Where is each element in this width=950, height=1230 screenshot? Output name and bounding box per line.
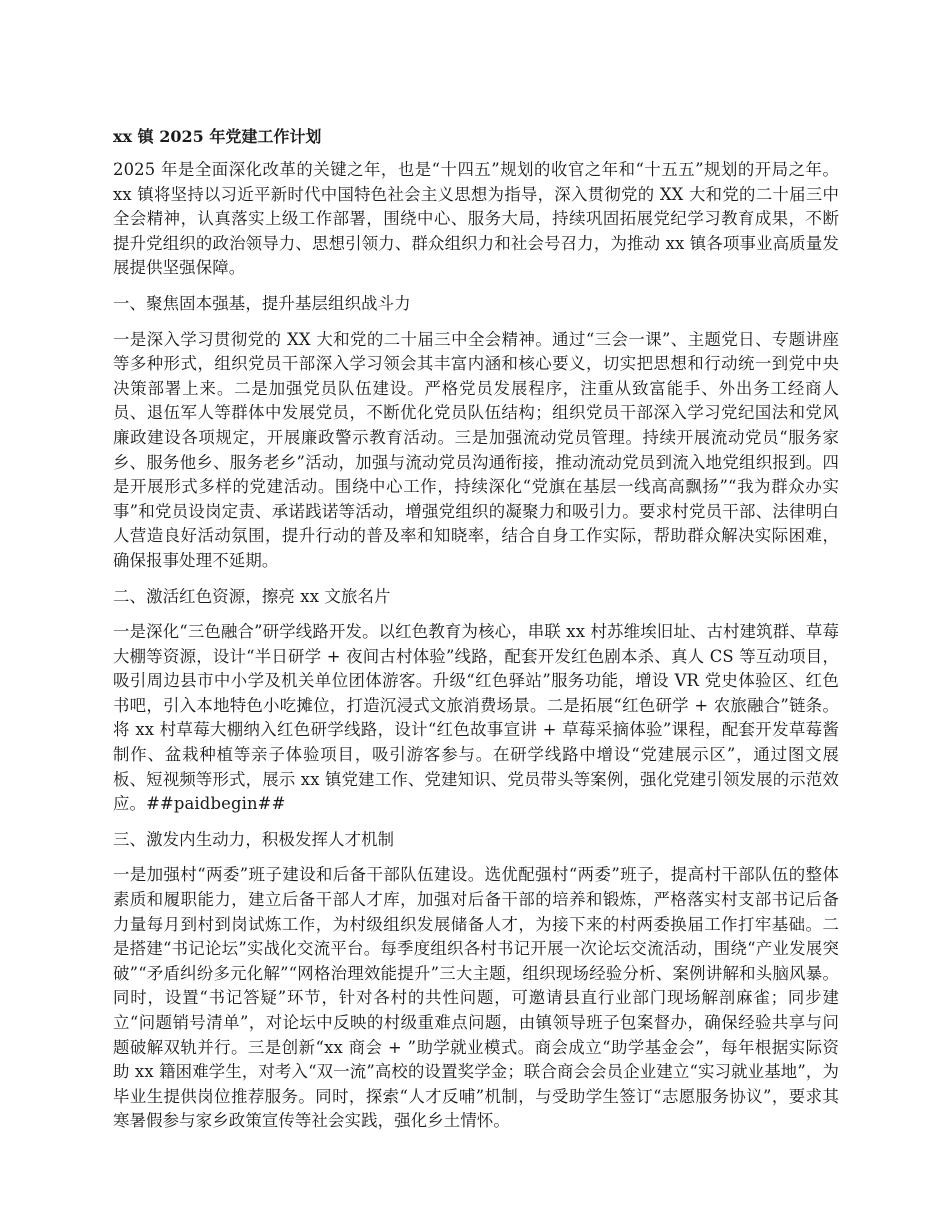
section-2-body: 一是深化“三色融合”研学线路开发。以红色教育为核心，串联 xx 村苏维埃旧址、古村建筑群、草莓大棚等资源，设计“半日研学 + 夜间古村体验”线路，配套开发红色剧本杀、真人 CS 等互动项目，吸引周边县市中小学及机关单位团体游客。升级“红色驿站”服务功能，增设 VR 党史体验区、红色书吧，引入本地特色小吃摊位，打造沉浸式文旅消费场景。二是拓展“红色研学 + 农旅融合”链条。将 xx 村草莓大棚纳入红色研学线路，设计“红色故事宣讲 + 草莓采摘体验”课程，配套开发草莓酱制作、盆栽种植等亲子体验项目，吸引游客参与。在研学线路中增设“党建展示区”，通过图文展板、短视频等形式，展示 xx 镇党建工作、党建知识、党员带头等案例，强化党建引领发展的示范效应。##paidbegin## [113, 622, 839, 814]
section-1-body: 一是深入学习贯彻党的 XX 大和党的二十届三中全会精神。通过“三会一课”、主题党日、专题讲座等多种形式，组织党员干部深入学习领会其丰富内涵和核心要义，切实把思想和行动统一到党中央决策部署上来。二是加强党员队伍建设。严格党员发展程序，注重从致富能手、外出务工经商人员、退伍军人等群体中发展党员，不断优化党员队伍结构；组织党员干部深入学习党纪国法和党风廉政建设各项规定，开展廉政警示教育活动。三是加强流动党员管理。持续开展流动党员“服务家乡、服务他乡、服务老乡”活动，加强与流动党员沟通衔接，推动流动党员到流入地党组织报到。四是开展形式多样的党建活动。围绕中心工作，持续深化“党旗在基层一线高高飘扬”“我为群众办实事”和党员设岗定责、承诺践诺等活动，增强党组织的凝聚力和吸引力。要求村党员干部、法律明白人营造良好活动氛围，提升行动的普及率和知晓率，结合自身工作实际，帮助群众解决实际困难，确保报事处理不延期。 [113, 329, 839, 570]
section-1-heading: 一、聚焦固本强基，提升基层组织战斗力 [113, 293, 411, 313]
section-3-body: 一是加强村“两委”班子建设和后备干部队伍建设。选优配强村“两委”班子，提高村干部队伍的整体素质和履职能力，建立后备干部人才库，加强对后备干部的培养和锻炼，严格落实村支部书记后备力量每月到村到岗试炼工作，为村级组织发展储备人才，为接下来的村两委换届工作打牢基础。二是搭建“书记论坛”实战化交流平台。每季度组织各村书记开展一次论坛交流活动，围绕“产业发展突破”“矛盾纠纷多元化解”“网格治理效能提升”三大主题，组织现场经验分析、案例讲解和头脑风暴。同时，设置“书记答疑”环节，针对各村的共性问题，可邀请县直行业部门现场解剖麻雀；同步建立“问题销号清单”，对论坛中反映的村级重难点问题，由镇领导班子包案督办，确保经验共享与问题破解双轨并行。三是创新“xx 商会 + ”助学就业模式。商会成立“助学基金会”，每年根据实际资助 xx 籍困难学生，对考入“双一流”高校的设置奖学金；联合商会会员企业建立“实习就业基地”，为毕业生提供岗位推荐服务。同时，探索“人才反哺”机制，与受助学生签订“志愿服务协议”，要求其寒暑假参与家乡政策宣传等社会实践，强化乡土情怀。 [113, 865, 839, 1131]
intro-paragraph: 2025 年是全面深化改革的关键之年，也是“十四五”规划的收官之年和“十五五”规划的开局之年。xx 镇将坚持以习近平新时代中国特色社会主义思想为指导，深入贯彻党的 XX 大和党的二十届三中全会精神，认真落实上级工作部署，围绕中心、服务大局，持续巩固拓展党纪学习教育成果，不断提升党组织的政治领导力、思想引领力、群众组织力和社会号召力，为推动 xx 镇各项事业高质量发展提供坚强保障。 [113, 160, 839, 278]
document-page [113, 124, 839, 1145]
section-2-heading: 二、激活红色资源，擦亮 xx 文旅名片 [113, 586, 391, 606]
document-title: xx 镇 2025 年党建工作计划 [113, 127, 322, 146]
section-3-heading: 三、激发内生动力，积极发挥人才机制 [113, 829, 395, 849]
